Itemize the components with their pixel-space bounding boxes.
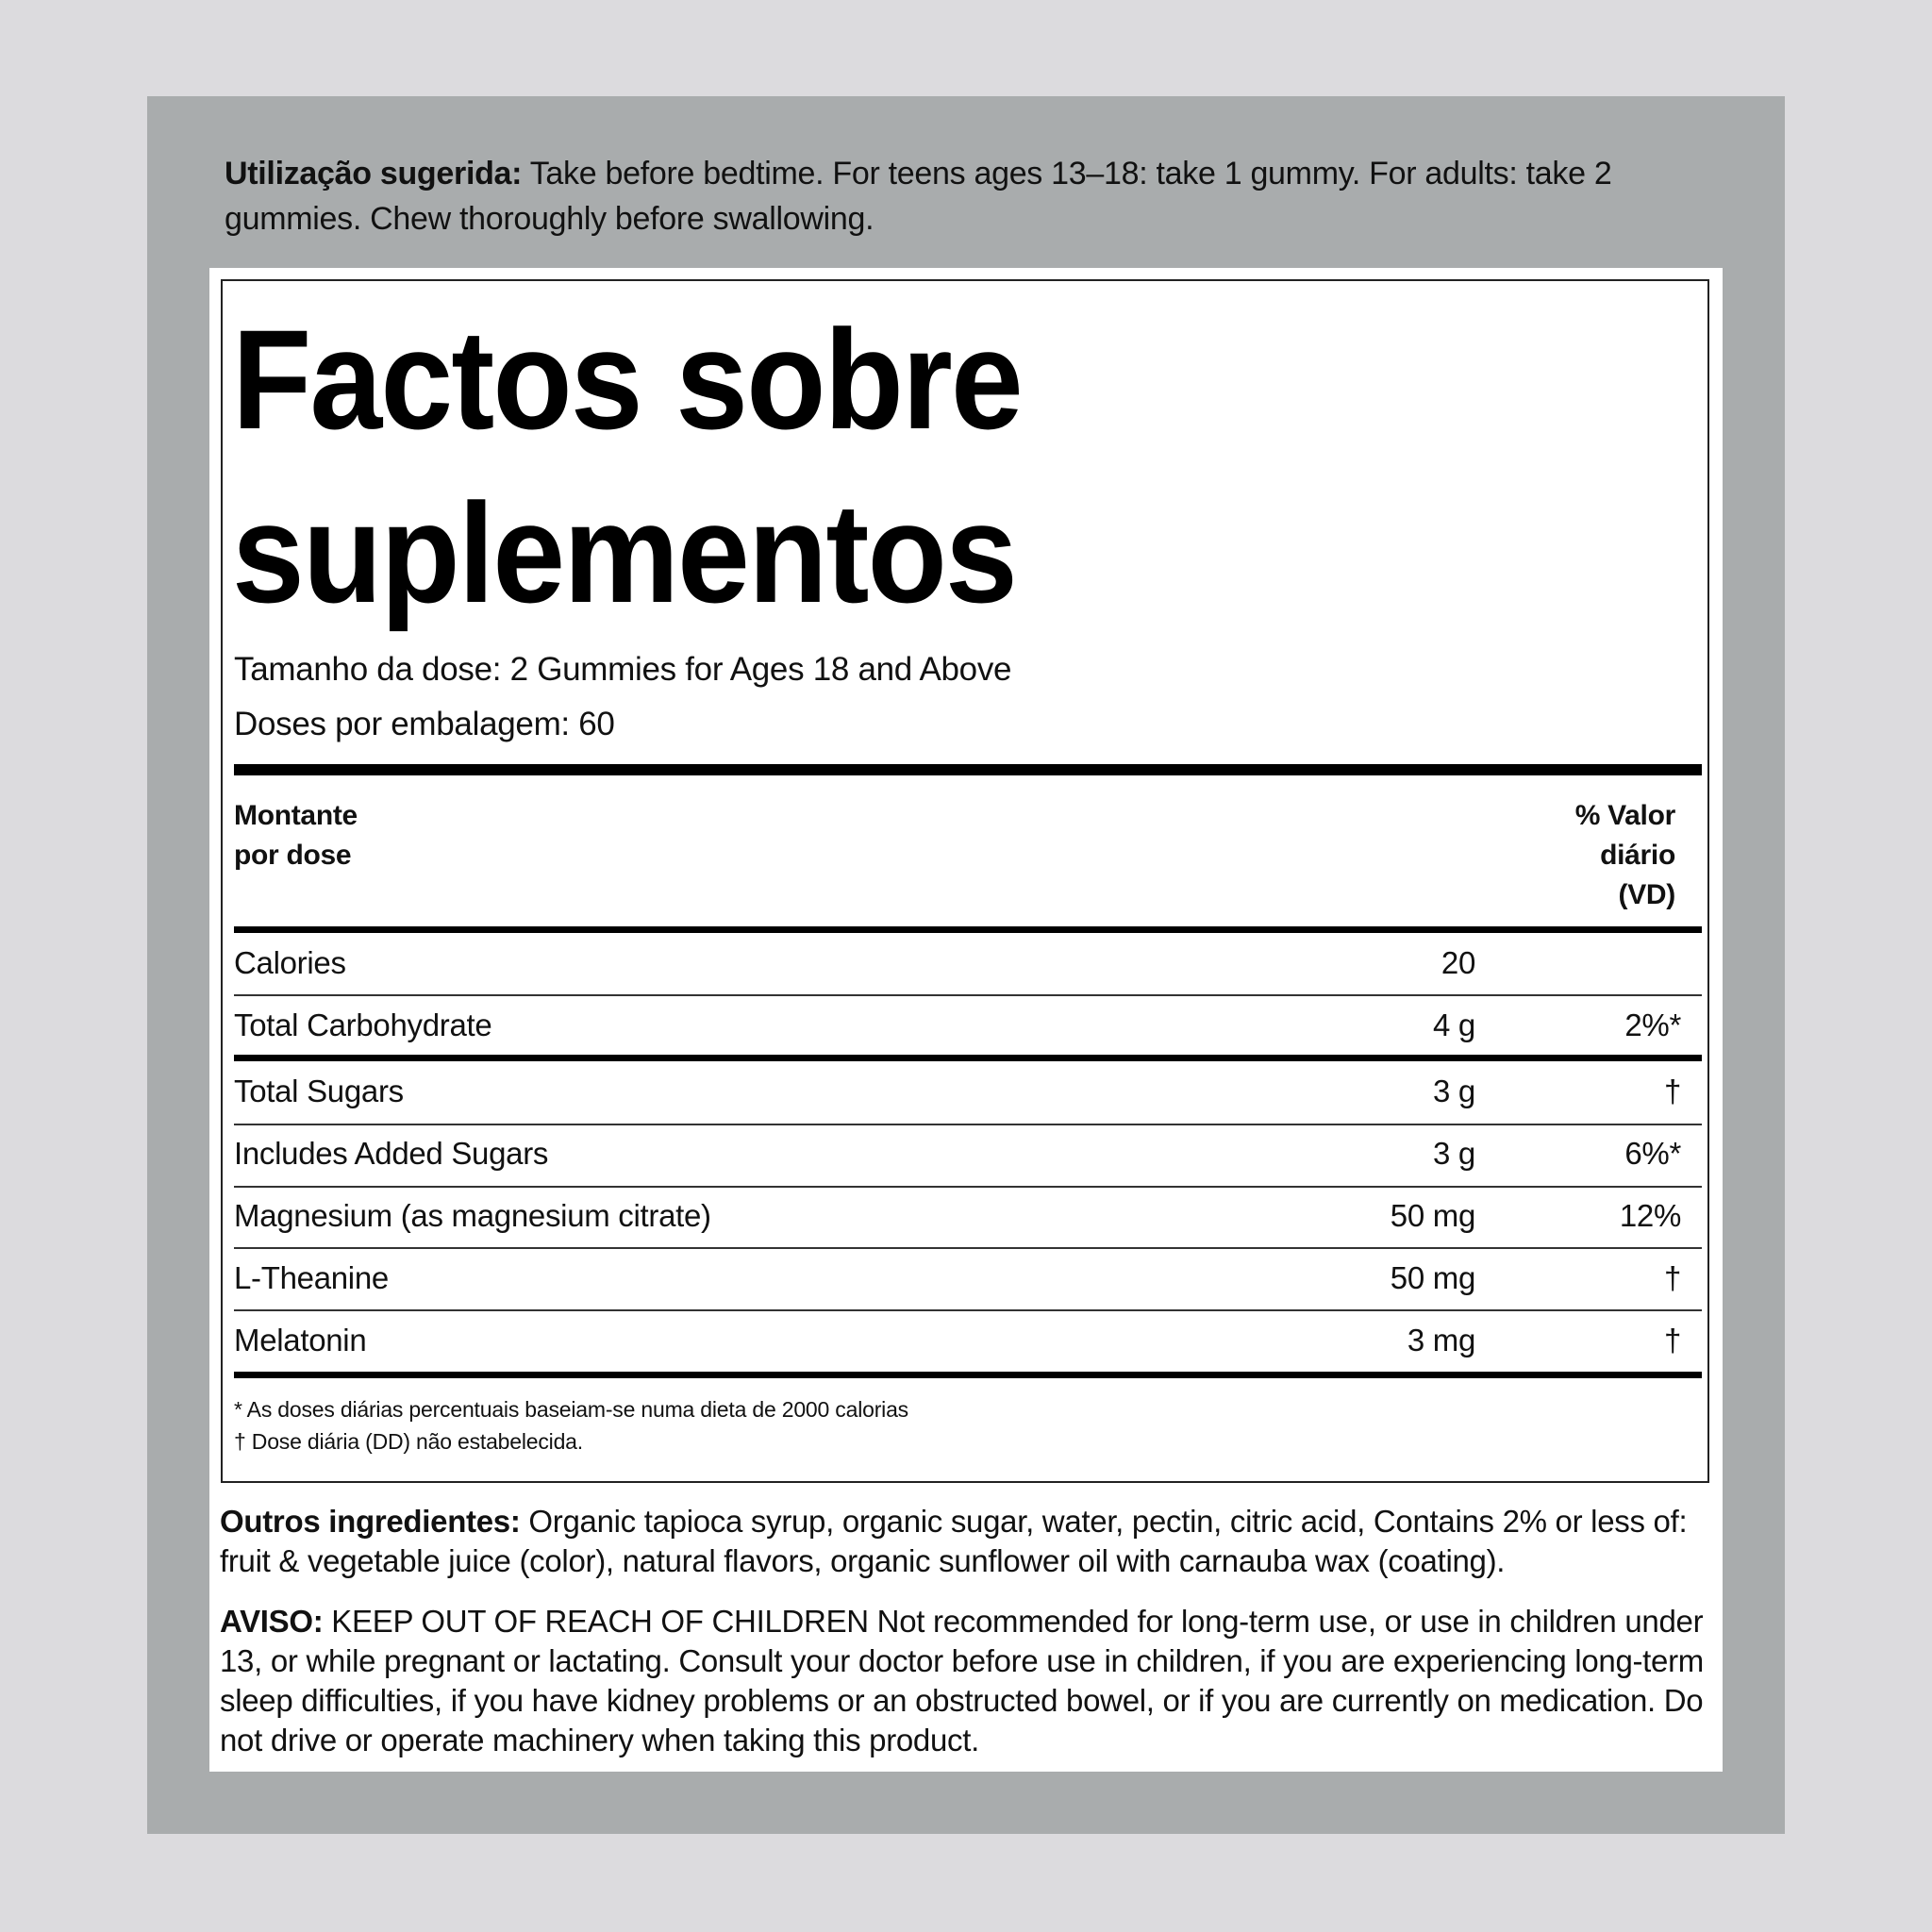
nutrient-daily-value: † xyxy=(1663,1260,1681,1295)
divider-row xyxy=(234,1247,1702,1249)
nutrient-name: L-Theanine xyxy=(234,1260,389,1295)
nutrient-amount: 3 g xyxy=(1433,1074,1475,1108)
nutrient-row xyxy=(234,1194,1702,1238)
nutrient-row xyxy=(234,1132,1702,1175)
footnote-daily-value: * As doses diárias percentuais baseiam-se numa dieta de 2000 calorias xyxy=(234,1397,908,1422)
nutrient-row xyxy=(234,1257,1702,1300)
supplement-facts-box xyxy=(221,279,1709,1483)
divider-row xyxy=(234,1124,1702,1125)
nutrient-daily-value: 2%* xyxy=(1624,1008,1681,1042)
nutrient-row xyxy=(234,1004,1702,1047)
suggested-use-body: Take before bedtime. For teens ages 13–18: take 1 gummy. For adults: take 2 gummies. Chew thoroughly before swallowing. xyxy=(225,156,1612,237)
title-line-2: suplementos xyxy=(232,474,1016,632)
suggested-use-label: Utilização sugerida: xyxy=(225,156,523,192)
nutrient-amount: 20 xyxy=(1441,945,1475,980)
nutrient-name: Includes Added Sugars xyxy=(234,1136,549,1171)
nutrient-daily-value: 6%* xyxy=(1624,1136,1681,1171)
servings-per-container: Doses por embalagem: 60 xyxy=(234,706,615,742)
nutrient-amount: 3 g xyxy=(1433,1136,1475,1171)
divider-bottom xyxy=(234,1372,1702,1378)
warning-text xyxy=(220,1602,1720,1760)
serving-size: Tamanho da dose: 2 Gummies for Ages 18 and Above xyxy=(234,651,1012,688)
nutrient-amount: 4 g xyxy=(1433,1008,1475,1042)
nutrient-name: Total Carbohydrate xyxy=(234,1008,492,1042)
nutrient-row xyxy=(234,1319,1702,1362)
title-line-1: Factos sobre xyxy=(232,300,1022,458)
daily-value-header xyxy=(1575,796,1675,915)
footnote-not-established: † Dose diária (DD) não estabelecida. xyxy=(234,1429,583,1454)
dv-header-line-1: % Valor xyxy=(1574,800,1675,831)
nutrient-row xyxy=(234,1070,1702,1113)
nutrient-amount: 50 mg xyxy=(1390,1260,1475,1295)
other-ingredients-text xyxy=(220,1502,1720,1581)
nutrient-name: Magnesium (as magnesium citrate) xyxy=(234,1198,711,1233)
nutrient-row xyxy=(234,941,1702,985)
amount-header-line-1: Montante xyxy=(234,800,358,831)
warning-label: AVISO: xyxy=(220,1604,324,1639)
nutrient-daily-value: 12% xyxy=(1619,1198,1681,1233)
divider-header xyxy=(234,926,1702,933)
other-ingredients-label: Outros ingredientes: xyxy=(220,1504,521,1539)
nutrient-name: Total Sugars xyxy=(234,1074,404,1108)
suggested-use-text xyxy=(225,151,1640,242)
nutrient-amount: 50 mg xyxy=(1390,1198,1475,1233)
amount-per-serving-header xyxy=(234,796,358,875)
divider-row xyxy=(234,1309,1702,1311)
warning-body: KEEP OUT OF REACH OF CHILDREN Not recommended for long-term use, or use in children under 13, or while pregnant or lactating. Consult your doctor before use in children, if you are experiencing long-term sleep difficulties, if you have kidney problems or an obstructed bowel, or if you are currently on medication. Do not drive or operate machinery when taking this product. xyxy=(220,1604,1704,1757)
amount-header-line-2: por dose xyxy=(234,840,352,871)
nutrient-name: Melatonin xyxy=(234,1323,367,1357)
divider-row xyxy=(234,1186,1702,1188)
dv-header-line-2: diário xyxy=(1600,840,1675,871)
supplement-facts-title xyxy=(232,292,1360,640)
divider-row xyxy=(234,994,1702,996)
nutrient-amount: 3 mg xyxy=(1407,1323,1475,1357)
other-ingredients-body: Organic tapioca syrup, organic sugar, water, pectin, citric acid, Contains 2% or less of: fruit & vegetable juice (color), natural flavors, organic sunflower oil with carnauba wax (coating). xyxy=(220,1504,1688,1578)
nutrient-name: Calories xyxy=(234,945,346,980)
divider-row-thick xyxy=(234,1055,1702,1061)
nutrient-daily-value: † xyxy=(1663,1074,1681,1108)
divider-thick-top xyxy=(234,764,1702,775)
nutrient-daily-value: † xyxy=(1663,1323,1681,1357)
dv-header-line-3: (VD) xyxy=(1618,879,1675,910)
